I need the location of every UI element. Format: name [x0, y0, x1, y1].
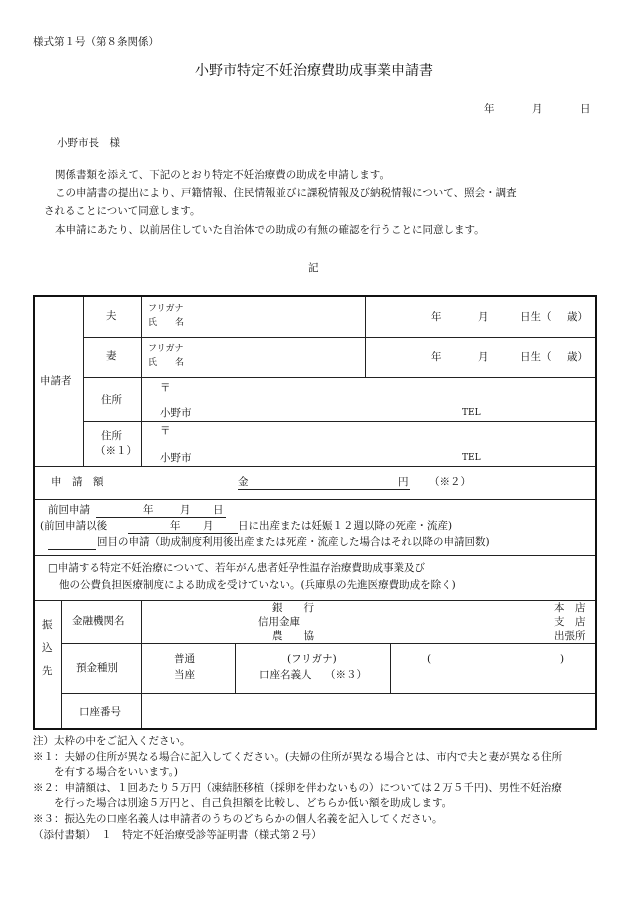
- deposit-label: 預金種別: [76, 662, 118, 674]
- prev-birth-month: 月: [203, 520, 214, 532]
- transfer-label-2: 込: [42, 642, 53, 654]
- transfer-label-3: 先: [42, 665, 53, 677]
- note-5: ※３：振込先の口座名義人は申請者のうちのどちらかの個人名義を記入してください。: [33, 813, 443, 825]
- prev-month: 月: [180, 504, 191, 516]
- declaration-line-2: 他の公費負担医療制度による助成を受けていない。(兵庫県の先進医療費助成を除く): [59, 579, 456, 591]
- postal-mark-icon: 〒: [160, 382, 171, 394]
- intro-line-4: 本申請にあたり、以前居住していた自治体での助成の有無の確認を行うことに同意します。: [55, 224, 485, 236]
- intro-line-2: この申請書の提出により、戸籍情報、住民情報並びに課税情報及び納税情報について、照会・調査: [55, 187, 517, 199]
- account-number-label: 口座番号: [79, 706, 121, 718]
- intro-line-3: されることについて同意します。: [44, 205, 201, 217]
- note-2: を有する場合をいいます。): [33, 766, 179, 778]
- husband-name-label: 氏 名: [148, 318, 185, 328]
- address2-note: （※１）: [95, 445, 137, 457]
- amount-label: 申 請 額: [51, 476, 104, 488]
- page-title: 小野市特定不妊治療費助成事業申請書: [195, 63, 433, 79]
- branch-type-office: 出張所: [554, 630, 586, 642]
- transfer-label-1: 振: [42, 619, 53, 631]
- prev-birth-year: 年: [170, 520, 181, 532]
- form-number: 様式第１号（第８条関係）: [33, 36, 159, 48]
- wife-age: 歳）: [567, 351, 588, 363]
- postal-mark-2-icon: 〒: [160, 425, 171, 437]
- addressee: 小野市長 様: [57, 137, 120, 149]
- husband-age: 歳）: [567, 311, 588, 323]
- holder-paren-close: ): [560, 653, 565, 665]
- note-0: 注）太枠の中をご記入ください。: [33, 735, 191, 747]
- deposit-type-ordinary: 普通: [174, 653, 195, 665]
- note-4: を行った場合は別途５万円と、自己負担額を比較し、どちらか低い額を助成します。: [33, 797, 453, 809]
- holder-label: 口座名義人: [259, 669, 312, 681]
- husband-dob-month: 月: [478, 311, 489, 323]
- prev-day: 日: [213, 504, 224, 516]
- application-count: 回目の申請（助成制度利用後出産または死産・流産した場合はそれ以降の申請回数): [97, 536, 490, 548]
- prev-year: 年: [143, 504, 154, 516]
- bank-type-bank: 銀 行: [272, 602, 314, 614]
- husband-dob-year: 年: [431, 311, 442, 323]
- wife-label: 妻: [106, 350, 117, 362]
- ki-heading: 記: [308, 262, 319, 274]
- amount-yen: 円: [398, 476, 409, 488]
- bank-label: 金融機関名: [72, 615, 125, 627]
- intro-line-1: 関係書類を添えて、下記のとおり特定不妊治療費の助成を申請します。: [55, 169, 390, 181]
- husband-dob-birth: 日生（: [520, 311, 552, 323]
- wife-dob-year: 年: [431, 351, 442, 363]
- husband-label: 夫: [106, 310, 117, 322]
- date-year: 年: [484, 103, 495, 115]
- bank-type-nokyo: 農 協: [272, 630, 314, 642]
- holder-note: （※３）: [325, 669, 367, 681]
- prev-birth-suffix: 日に出産または妊娠１２週以降の死産・流産): [238, 520, 453, 532]
- branch-type-branch: 支 店: [554, 616, 586, 628]
- address2-city: 小野市: [160, 452, 192, 464]
- branch-type-main: 本 店: [554, 602, 586, 614]
- holder-paren-open: (: [427, 653, 432, 665]
- date-day: 日: [580, 103, 591, 115]
- bank-type-shinkin: 信用金庫: [258, 616, 300, 628]
- address-label: 住所: [101, 394, 122, 406]
- wife-name-label: 氏 名: [148, 358, 185, 368]
- note-6: （添付書類） １ 特定不妊治療受診等証明書（様式第２号）: [33, 829, 322, 841]
- address-city: 小野市: [160, 407, 192, 419]
- husband-furigana-label: フリガナ: [148, 304, 184, 314]
- applicant-section-label: 申請者: [40, 375, 72, 387]
- prev-birth-prefix: (前回申請以後: [40, 520, 108, 532]
- address-tel: TEL: [462, 408, 481, 418]
- amount-note: （※２）: [429, 476, 471, 488]
- prev-label: 前回申請: [48, 504, 90, 516]
- deposit-type-current: 当座: [174, 669, 195, 681]
- date-month: 月: [532, 103, 543, 115]
- wife-furigana-label: フリガナ: [148, 344, 184, 354]
- address2-tel: TEL: [462, 453, 481, 463]
- wife-dob-birth: 日生（: [520, 351, 552, 363]
- declaration-checkbox-line[interactable]: □申請する特定不妊治療について、若年がん患者妊孕性温存治療費助成事業及び: [48, 562, 425, 574]
- wife-dob-month: 月: [478, 351, 489, 363]
- holder-furigana: (フリガナ): [287, 653, 337, 665]
- address2-label: 住所: [101, 430, 122, 442]
- note-1: ※１：夫婦の住所が異なる場合に記入してください。(夫婦の住所が異なる場合とは、市内で夫と妻が異なる住所: [33, 751, 563, 763]
- amount-kin: 金: [238, 476, 249, 488]
- note-3: ※２：申請額は、１回あたり５万円（凍結胚移植（採卵を伴わないもの）については２万５千円)、男性不妊治療: [33, 782, 562, 794]
